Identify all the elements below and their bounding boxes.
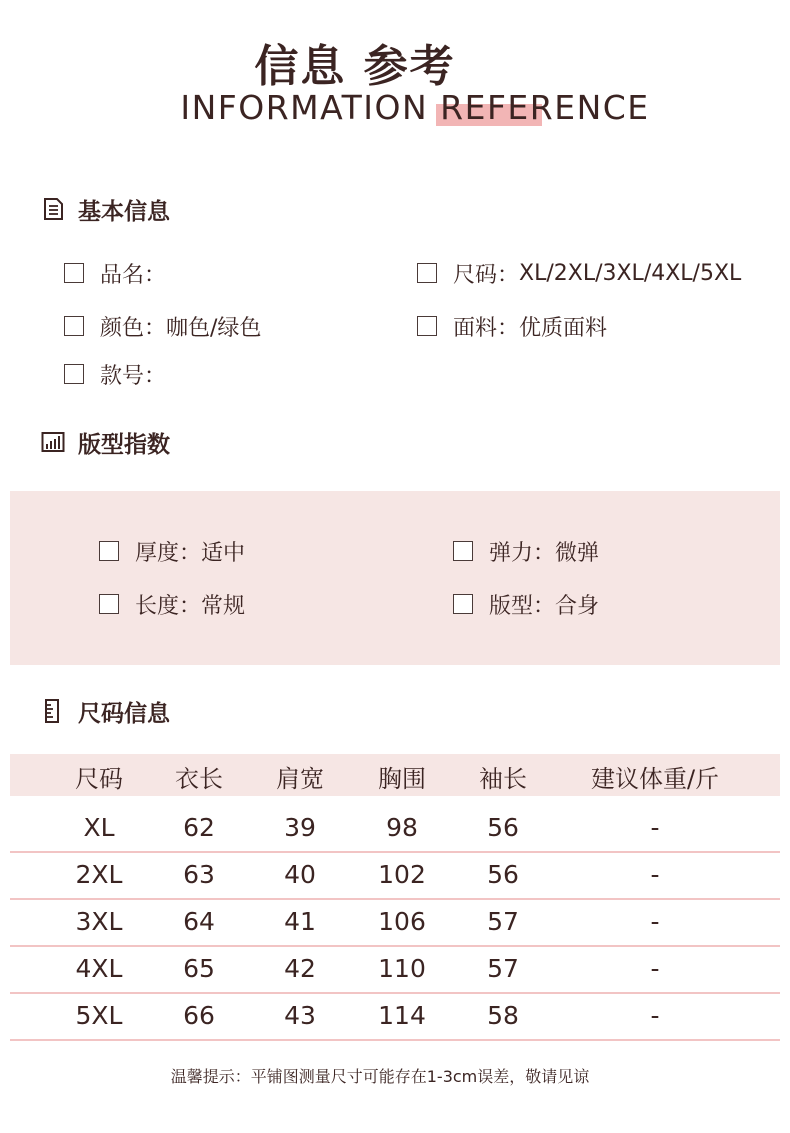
table-row-divider: [10, 992, 780, 994]
ruler-icon: [40, 698, 66, 724]
item-value: 常规: [201, 593, 246, 619]
item-label: 版型：: [489, 593, 556, 619]
size-table-cell: 66: [183, 1001, 215, 1030]
size-table-cell: -: [650, 907, 660, 936]
size-table-cell: 42: [284, 954, 316, 983]
table-row-divider: [10, 851, 780, 853]
bar-chart-icon: [40, 429, 66, 455]
info-item-color: [64, 311, 261, 341]
size-table-cell: 102: [378, 860, 426, 889]
size-table-header-cell: 建议体重/斤: [590, 765, 720, 793]
item-label: 尺码：: [453, 262, 520, 288]
info-item-size: [417, 258, 741, 288]
page-title: 信息 参考: [254, 41, 456, 92]
item-value: 咖色/绿色: [166, 315, 262, 341]
fit-index-panel: [10, 491, 780, 665]
size-table-cell: 62: [183, 813, 215, 842]
item-label: 面料：: [453, 315, 520, 341]
checkbox[interactable]: [417, 316, 437, 336]
checkbox[interactable]: [64, 316, 84, 336]
fit-item-thickness: [99, 536, 245, 566]
size-table-cell: -: [650, 813, 660, 842]
size-table-cell: 57: [487, 954, 519, 983]
checkbox[interactable]: [99, 594, 119, 614]
size-table-cell: 65: [183, 954, 215, 983]
document-icon: [40, 196, 66, 222]
item-value: 优质面料: [519, 315, 608, 341]
size-table-cell: 57: [487, 907, 519, 936]
size-info-title: 尺码信息: [78, 700, 170, 727]
size-table-cell: 41: [284, 907, 316, 936]
fit-index-header: [40, 425, 170, 459]
size-table-cell: 5XL: [75, 1001, 123, 1030]
info-item-name: [64, 258, 166, 288]
table-row-divider: [10, 898, 780, 900]
size-table-cell: 3XL: [75, 907, 123, 936]
checkbox[interactable]: [64, 263, 84, 283]
size-table-cell: 56: [487, 860, 519, 889]
table-row-divider: [10, 945, 780, 947]
item-value: XL/2XL/3XL/4XL/5XL: [519, 260, 742, 286]
item-label: 长度：: [135, 593, 202, 619]
size-table-header-cell: 肩宽: [276, 765, 324, 793]
size-table-cell: -: [650, 860, 660, 889]
item-value: 合身: [555, 593, 600, 619]
basic-info-header: [40, 192, 170, 226]
checkbox[interactable]: [453, 541, 473, 561]
item-label: 厚度：: [135, 540, 202, 566]
fit-index-title: 版型指数: [78, 431, 170, 458]
checkbox[interactable]: [99, 541, 119, 561]
size-table-cell: 114: [378, 1001, 426, 1030]
item-value: 适中: [201, 540, 246, 566]
size-table-cell: 106: [378, 907, 426, 936]
item-label: 弹力：: [489, 540, 556, 566]
measurement-note: 温馨提示：平铺图测量尺寸可能存在1-3cm误差，敬请见谅: [170, 1067, 590, 1086]
size-info-header: [40, 694, 170, 728]
size-table-cell: 63: [183, 860, 215, 889]
size-table-header-cell: 衣长: [175, 765, 223, 793]
size-table-cell: 2XL: [75, 860, 123, 889]
size-table-cell: 58: [487, 1001, 519, 1030]
size-table-cell: 40: [284, 860, 316, 889]
size-table-cell: -: [650, 954, 660, 983]
size-table-header-cell: 尺码: [75, 765, 123, 793]
checkbox[interactable]: [64, 364, 84, 384]
info-item-fabric: [417, 311, 607, 341]
info-item-style-no: [64, 359, 166, 389]
item-label: 颜色：: [100, 315, 167, 341]
fit-item-length: [99, 589, 245, 619]
item-label: 款号：: [100, 363, 167, 389]
size-table-cell: 4XL: [75, 954, 123, 983]
page-subtitle: INFORMATION REFERENCE: [180, 88, 650, 127]
size-table-cell: 43: [284, 1001, 316, 1030]
size-table-cell: 56: [487, 813, 519, 842]
size-table-cell: 39: [284, 813, 316, 842]
size-table-cell: 110: [378, 954, 426, 983]
size-table-header-cell: 袖长: [479, 765, 527, 793]
size-table-header-cell: 胸围: [378, 765, 426, 793]
checkbox[interactable]: [453, 594, 473, 614]
size-table-cell: XL: [83, 813, 115, 842]
size-table-cell: -: [650, 1001, 660, 1030]
item-value: 微弹: [555, 540, 600, 566]
basic-info-title: 基本信息: [78, 198, 170, 225]
size-table-cell: 98: [386, 813, 418, 842]
item-label: 品名：: [100, 262, 167, 288]
table-row-divider: [10, 1039, 780, 1041]
size-table-cell: 64: [183, 907, 215, 936]
fit-item-cut: [453, 589, 599, 619]
fit-item-elasticity: [453, 536, 599, 566]
checkbox[interactable]: [417, 263, 437, 283]
